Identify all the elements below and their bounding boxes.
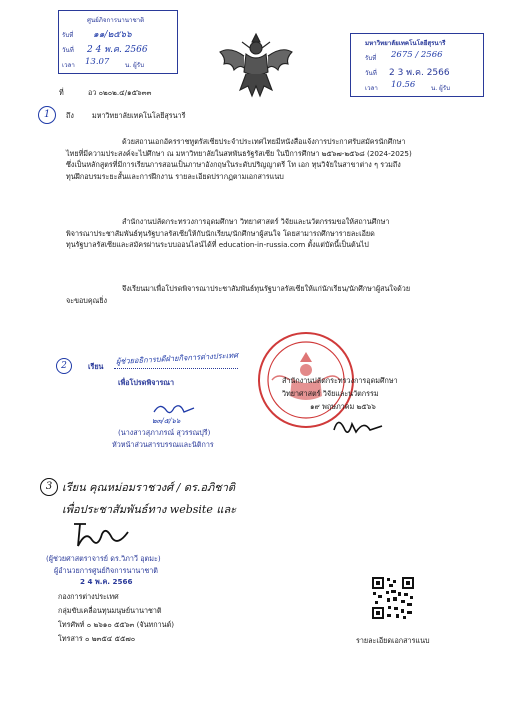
stamp-time: 13.07 [85,57,110,67]
sender-signature-icon [330,412,386,442]
annotation-2-underline [114,368,238,369]
annotation-2-circle [56,358,72,374]
stamp-title: มหาวิทยาลัยเทคโนโลยีสุรนารี [365,40,446,47]
stamp-time: 10.56 [391,80,416,90]
stamp-date-label: วันที่ [62,47,74,54]
para1-line: ไทยที่มีความประสงค์จะไปศึกษา ณ มหาวิทยาลัยในสหพันธรัฐรัสเซีย ในปีการศึกษา ๒๕๖๗-๒๕๖๘ (2024-2025) [66,148,412,158]
receiving-stamp-right [350,33,484,97]
annotation-3-number: 3 [45,481,53,492]
receiving-stamp-left [58,10,178,74]
annotation-2-number: 2 [61,361,67,371]
to-value: มหาวิทยาลัยเทคโนโลยีสุรนารี [92,111,186,120]
para3-line: จึงเรียนมาเพื่อโปรดพิจารณาประชาสัมพันธ์ทุนรัฐบาลรัสเซียให้แก่นักเรียน/นักศึกษาผู้สนใจด้วย [122,284,411,293]
stamp-time-label: เวลา [365,85,378,92]
stamp-time-label: เวลา [62,62,75,69]
stamp-title: ศูนย์ภิจการนานาชาติ [87,17,145,24]
reference-label: ที่ [59,88,64,97]
para1-line: ทุนฝึกอบรมระยะสั้นและการฝึกงาน รายละเอียดปรากฏตามเอกสารแนบ [66,171,284,181]
stamp-receive-no: ๑๑/๒๕๖๖ [93,30,132,40]
sender-org-line-1: สำนักงานปลัดกระทรวงการอุดมศึกษา [282,376,398,385]
annotation-2-sig-date: ๒๓/๕/๖๖ [152,417,181,425]
annotation-3-signer-title: ผู้อำนวยการศูนย์กิจการนานาชาติ [54,566,158,575]
stamp-date-label: วันที่ [365,70,377,77]
office-phone: โทรศัพท์ ๐ ๒๖๑๐ ๕๕๖๓ (จันทกานต์) [58,620,175,629]
stamp-receive-no: 2675 / 2566 [391,50,443,60]
stamp-date: 2 3 พ.ค. 2566 [389,68,450,78]
stamp-receive-label: รับที่ [62,32,74,39]
sender-org-line-2: วิทยาศาสตร์ วิจัยและนวัตกรรม [282,389,379,398]
to-label: ถึง [66,111,74,120]
annotation-2-handwritten: ผู้ช่วยอธิการบดีฝ่ายกิจการต่างประเทศ [115,350,239,366]
annotation-3-line-2: เพื่อประชาสัมพันธ์ทาง website และ [62,503,237,516]
stamp-date: 2 4 พ.ค. 2566 [87,45,148,55]
garuda-emblem-icon [216,28,296,102]
para1-line: ด้วยสถานเอกอัครราชทูตรัสเซียประจำประเทศไทยมีหนังสือแจ้งการประกาศรับสมัครนักศึกษา [122,137,406,146]
qr-code-icon [371,576,415,620]
body-paragraph-2 [66,216,389,251]
para2-line: สำนักงานปลัดกระทรวงการอุดมศึกษา วิทยาศาสตร์ วิจัยและนวัตกรรมขอให้สถานศึกษา [122,217,390,226]
para2-line: ทุนรัฐบาลรัสเซียและสมัครผ่านระบบออนไลน์ได้ที่ education-in-russia.com ตั้งแต่บัดนี้เป็นต้นไป [66,240,369,249]
office-line-2: กลุ่มขับเคลื่อนทุนมนุษย์นานาชาติ [58,606,162,615]
para1-line: ซึ่งเป็นหลักสูตรที่มีการเรียนการสอนเป็นภาษาอังกฤษในระดับปริญญาตรี โท เอก ทุนวิจัยในสาขาต่าง ๆ รวมถึง [66,160,401,169]
office-fax: โทรสาร ๐ ๒๓๕๔ ๕๕๗๐ [58,634,136,643]
sender-date: ๑๙ พฤษภาคม ๒๕๖๖ [310,402,376,411]
annotation-2-signer-name: (นางสาวสุภาภรณ์ สุวรรณปุรี) [118,428,211,437]
stamp-receive-label: รับที่ [365,55,377,62]
annotation-2-signer-title: หัวหน้าส่วนสารบรรณและนิติการ [112,440,214,449]
annotation-3-signer-name: (ผู้ช่วยศาสตราจารย์ ดร.วิภาวี อุตมะ) [46,554,161,563]
annotation-2-purpose: เพื่อโปรดพิจารณา [118,378,175,387]
attachment-label: รายละเอียดเอกสารแนบ [356,636,430,645]
annotation-1-number: 1 [43,109,51,120]
para2-line: พิจารณาประชาสัมพันธ์ทุนรัฐบาลรัสเซียให้กับนักเรียน/นักศึกษาผู้สนใจ โดยสามารถศึกษารายละเอียด [66,228,375,238]
body-paragraph-3 [66,283,410,306]
reference-number: อว ๐๒๐๒.๔/๑๕๖๓๓ [88,88,152,97]
annotation-2-label: เรียน [88,362,104,371]
annotation-3-circle [40,478,58,496]
annotation-3-signature-icon [68,516,134,554]
annotation-3-line-1: เรียน คุณหม่อมราชวงศ์ / ดร.อภิชาติ [62,481,236,494]
office-line-1: กองการต่างประเทศ [58,592,119,601]
stamp-by-label: น. ผู้รับ [125,62,145,69]
body-paragraph-1 [66,136,412,182]
para3-line: จะขอบคุณยิ่ง [66,295,108,305]
annotation-3-sig-date: 2 4 พ.ค. 2566 [80,577,133,586]
stamp-by-label: น. ผู้รับ [431,85,451,92]
annotation-1-circle [38,106,56,124]
